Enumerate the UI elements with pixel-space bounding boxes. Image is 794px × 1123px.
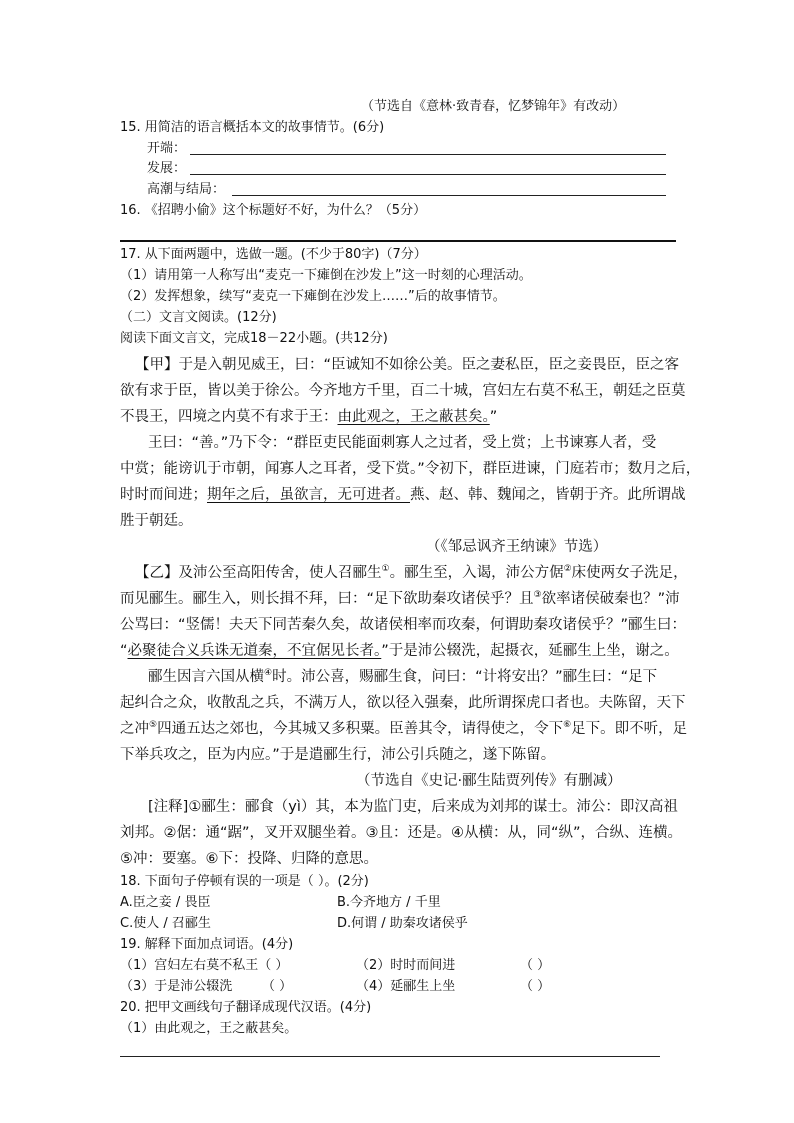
note-mark: ① (381, 564, 390, 575)
q16-answer-line[interactable] (120, 240, 676, 242)
passage-a-line: 不畏王，四境之内莫不有求于王：由此观之，王之蔽甚矣。” (120, 409, 498, 425)
question-17-title: 17. 从下面两题中，选做一题。(不少于80字)（7分） (120, 247, 427, 262)
passage-a-line: 【甲】于是入朝见威王，曰：“臣诚知不如徐公美。臣之妻私臣，臣之妾畏臣，臣之客 (135, 357, 680, 373)
source-line-top: （节选自《意林·致青春，忆梦锦年》有改动） (361, 99, 626, 114)
passage-b-source: （节选自《史记·郦生陆贾列传》有删减） (356, 773, 622, 789)
q15-answer-line-climax[interactable] (232, 195, 666, 196)
q18-option-b[interactable]: B.今齐地方 / 千里 (337, 895, 441, 910)
q15-label-climax: 高潮与结局： (147, 182, 226, 197)
passage-a-line: 时时而间进；期年之后，虽欲言，无可进者。燕、赵、韩、魏闻之，皆朝于齐。此所谓战 (120, 487, 686, 503)
note-mark: ③ (533, 590, 542, 601)
annotation-line: ⑤冲：要塞。⑥下：投降、归降的意思。 (120, 851, 378, 867)
q19-item-3: （3）于是沛公辍洗 (120, 979, 233, 994)
q19-item-3-blank[interactable]: （ ） (262, 979, 293, 994)
q19-item-2: （2）时时而间进 (356, 958, 456, 973)
q18-option-d[interactable]: D.何谓 / 助秦攻诸侯乎 (337, 916, 468, 931)
passage-b-line: 下举兵攻之，臣为内应。”于是遣郦生行，沛公引兵随之，遂下陈留。 (120, 747, 556, 763)
q18-option-c[interactable]: C.使人 / 召郦生 (120, 916, 211, 931)
q18-option-a[interactable]: A.臣之妾 / 畏臣 (120, 895, 211, 910)
note-mark: ② (563, 564, 572, 575)
passage-b-line: 起纠合之众，收散乱之兵，不满万人，欲以径入强秦，此所谓探虎口者也。夫陈留，天下 (120, 695, 686, 711)
passage-b-line: 之冲⑤四通五达之郊也，今其城又多积粟。臣善其令，请得使之，令下⑥足下。即不听，足 (120, 720, 688, 737)
q17-option-1: （1）请用第一人称写出“麦克一下瘫倒在沙发上”这一时刻的心理活动。 (120, 268, 532, 283)
passage-a-line: 王曰：“善。”乃下令：“群臣吏民能面刺寡人之过者，受上赏；上书谏寡人者，受 (148, 435, 657, 451)
q15-label-development: 发展： (147, 161, 187, 176)
q17-option-2: （2）发挥想象，续写“麦克一下瘫倒在沙发上……”后的故事情节。 (120, 289, 506, 304)
note-mark: ⑤ (149, 720, 158, 731)
question-18-title: 18. 下面句子停顿有误的一项是（ ）。(2分) (120, 874, 369, 889)
annotation-line: [注释]①郦生：郦食（yì）其，本为监门吏，后来成为刘邦的谋士。沛公：即汉高祖 (148, 799, 678, 815)
reading-instructions: 阅读下面文言文，完成18－22小题。(共12分) (120, 331, 388, 346)
q19-item-1[interactable]: （1）宫妇左右莫不私王（ ） (120, 958, 289, 973)
section-2-heading: （二）文言文阅读。(12分) (120, 310, 277, 325)
q19-item-4-blank[interactable]: （ ） (520, 979, 551, 994)
passage-a-line: 胜于朝廷。 (120, 513, 193, 529)
passage-b-line: 而见郦生。郦生入，则长揖不拜，曰：“足下欲助秦攻诸侯乎？且③欲率诸侯破秦也？”沛 (120, 590, 680, 607)
q20-answer-line[interactable] (120, 1056, 660, 1057)
passage-a-source: （《邹忌讽齐王纳谏》节选） (426, 539, 608, 555)
passage-a-line: 中赏；能谤讥于市朝，闻寡人之耳者，受下赏。”令初下，群臣进谏，门庭若市；数月之后， (120, 461, 701, 477)
note-mark: ⑥ (563, 720, 572, 731)
question-20-title: 20. 把甲文画线句子翻译成现代汉语。(4分) (120, 1000, 372, 1015)
q15-label-beginning: 开端： (147, 141, 187, 156)
passage-b-line: “必聚徒合义兵诛无道秦，不宜倨见长者。”于是沛公辍洗，起摄衣，延郦生上坐，谢之。 (120, 643, 679, 659)
annotation-line: 刘邦。②倨：通“踞”，叉开双腿坐着。③且：还是。④从横：从，同“纵”，合纵、连横。 (120, 825, 683, 841)
question-16-title: 16. 《招聘小偷》这个标题好不好，为什么？（5分） (120, 203, 427, 218)
passage-b-line: 公骂曰：“竖儒！夫天下同苦秦久矣，故诸侯相率而攻秦，何谓助秦攻诸侯乎？”郦生曰： (120, 617, 687, 633)
passage-b-line: 【乙】及沛公至高阳传舍，使人召郦生①。郦生至，入谒，沛公方倨②床使两女子洗足， (135, 564, 688, 581)
passage-b-line: 郦生因言六国从横④时。沛公喜，赐郦生食，问曰：“计将安出？”郦生曰：“足下 (148, 668, 658, 685)
q15-answer-line-beginning[interactable] (190, 154, 666, 155)
passage-a-line: 欲有求于臣，皆以美于徐公。今齐地方千里，百二十城，宫妇左右莫不私王，朝廷之臣莫 (120, 383, 686, 399)
question-19-title: 19. 解释下面加点词语。(4分) (120, 937, 294, 952)
q15-answer-line-development[interactable] (190, 174, 666, 175)
underlined-sentence-b1: 必聚徒合义兵诛无道秦，不宜倨见长者。 (127, 643, 382, 659)
question-15-title: 15. 用简洁的语言概括本文的故事情节。(6分) (120, 120, 385, 135)
underlined-sentence-a2: 期年之后，虽欲言，无可进者。 (207, 487, 410, 503)
note-mark: ④ (264, 668, 273, 679)
underlined-sentence-a1: 由此观之，王之蔽甚矣。 (337, 409, 490, 425)
q19-item-4: （4）延郦生上坐 (356, 979, 456, 994)
q19-item-2-blank[interactable]: （ ） (520, 958, 551, 973)
q20-item-1: （1）由此观之，王之蔽甚矣。 (120, 1021, 298, 1036)
